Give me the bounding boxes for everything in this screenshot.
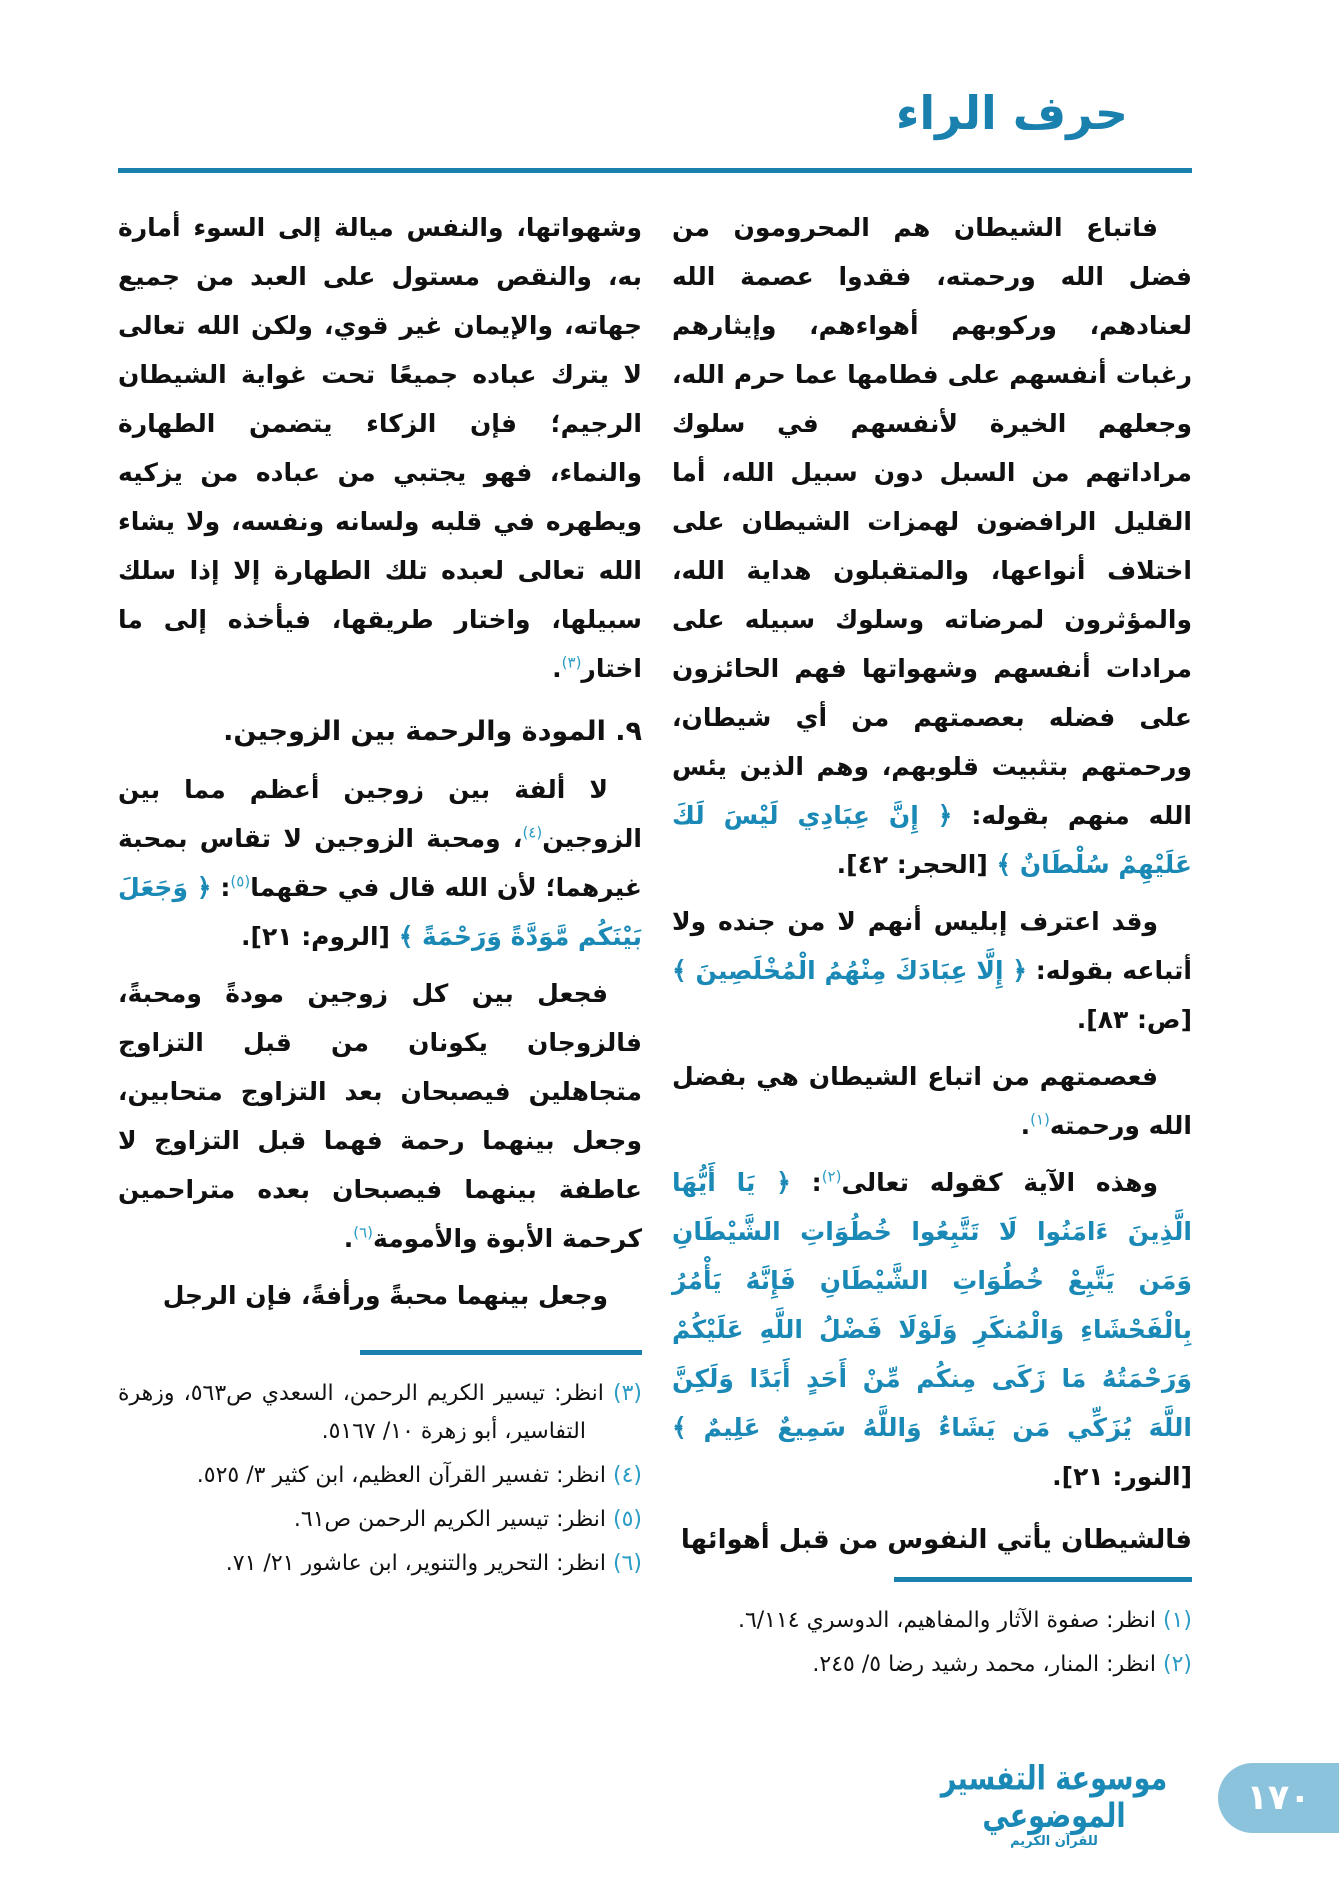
right-column: [672, 203, 1192, 1690]
footnotes-right: [672, 1602, 1192, 1684]
footnote: (٦) انظر: التحرير والتنوير، ابن عاشور ٢١/ ٧١.: [225, 1551, 642, 1576]
paragraph: وهذه الآية كقوله تعالى$^{(٢)}$: ﴿ يَا أَيُّهَا الَّذِينَ ءَامَنُوا لَا تَتَّبِعُوا خُطُوَاتِ الشَّيْطَانِ وَمَن يَتَّبِعْ خُطُوَاتِ الشَّيْطَانِ فَإِنَّهُ يَأْمُرُ بِالْفَحْشَاءِ وَالْمُنكَرِ وَلَوْلَا فَضْلُ اللَّهِ عَلَيْكُمْ وَرَحْمَتُهُ مَا زَكَى مِنكُم مِّنْ أَحَدٍ أَبَدًا وَلَكِنَّ اللَّهَ يُزَكِّي مَن يَشَاءُ وَاللَّهُ سَمِيعٌ عَلِيمٌ ﴾ [النور: ٢١].: [672, 1167, 1192, 1491]
paragraph: وقد اعترف إبليس أنهم لا من جنده ولا أتباعه بقوله: ﴿ إِلَّا عِبَادَكَ مِنْهُمُ الْمُخْلَصِينَ ﴾ [ص: ٨٣].: [672, 907, 1193, 1034]
chapter-title: حرف الراء: [895, 86, 1128, 140]
paragraph: وجعل بينهما محبةً ورأفةً، فإن الرجل: [162, 1281, 608, 1310]
publisher-logo-title: موسوعة التفسير الموضوعي: [940, 1759, 1168, 1836]
footnote-separator: [360, 1350, 642, 1355]
paragraph: لا ألفة بين زوجين أعظم مما بين الزوجين$^{(٤)}$، ومحبة الزوجين لا تقاس بمحبة غيرهما؛ لأن الله قال في حقهما$^{(٥)}$: ﴿ وَجَعَلَ بَيْنَكُم مَّوَدَّةً وَرَحْمَةً ﴾ [الروم: ٢١].: [118, 775, 642, 951]
section-heading: ٩. المودة والرحمة بين الزوجين.: [223, 716, 642, 747]
left-column: [118, 203, 642, 1589]
footnotes-left: [118, 1375, 642, 1583]
footnote: (٥) انظر: تيسير الكريم الرحمن ص٦١.: [293, 1507, 642, 1532]
footnote: (٣) انظر: تيسير الكريم الرحمن، السعدي ص٥٦٣، وزهرة التفاسير، أبو زهرة ١٠/ ٥١٦٧.: [118, 1381, 642, 1444]
footnote: (٤) انظر: تفسير القرآن العظيم، ابن كثير ٣/ ٥٢٥.: [196, 1463, 642, 1488]
publisher-logo-subtitle: للقرآن الكريم: [1010, 1834, 1098, 1850]
paragraph: فعصمتهم من اتباع الشيطان هي بفضل الله ورحمته$^{(١)}$.: [672, 1062, 1192, 1140]
footnote: (١) انظر: صفوة الآثار والمفاهيم، الدوسري ٦/١١٤.: [737, 1608, 1192, 1633]
subheading: فالشيطان يأتي النفوس من قبل أهوائها: [680, 1525, 1192, 1555]
page-number-badge: [1218, 1763, 1339, 1833]
paragraph: وشهواتها، والنفس ميالة إلى السوء أمارة به، والنقص مستول على العبد من جميع جهاته، والإيمان غير قوي، ولكن الله تعالى لا يترك عباده جميعًا تحت غواية الشيطان الرجيم؛ فإن الزكاء يتضمن الطهارة والنماء، فهو يجتبي من عباده من يزكيه ويطهره في قلبه ولسانه ونفسه، ولا يشاء الله تعالى لعبده تلك الطهارة إلا إذا سلك سبيلها، واختار طريقها، فيأخذه إلى ما اختار$^{(٣)}$.: [118, 213, 642, 683]
footnote-separator: [894, 1577, 1192, 1582]
paragraph: فجعل بين كل زوجين مودةً ومحبةً، فالزوجان يكونان من قبل التزاوج متجاهلين فيصبحان بعد التزاوج متحابين، وجعل بينهما رحمة فهما قبل التزاوج لا عاطفة بينهما فيصبحان بعده متراحمين كرحمة الأبوة والأمومة$^{(٦)}$.: [118, 979, 642, 1253]
publisher-logo: [924, 1759, 1184, 1850]
paragraph: فاتباع الشيطان هم المحرومون من فضل الله ورحمته، فقدوا عصمة الله لعنادهم، وركوبهم أهواءهم، وإيثارهم رغبات أنفسهم على فطامها عما حرم الله، وجعلهم الخيرة لأنفسهم في سلوك مراداتهم من السبل دون سبيل الله، أما القليل الرافضون لهمزات الشيطان على اختلاف أنواعها، والمتقبلون هداية الله، والمؤثرون لمرضاته وسلوك سبيله على مرادات أنفسهم وشهواتها فهم الحائزون على فضله بعصمتهم من أي شيطان، ورحمتهم بتثبيت قلوبهم، وهم الذين يئس الله منهم بقوله: ﴿ إِنَّ عِبَادِي لَيْسَ لَكَ عَلَيْهِمْ سُلْطَانٌ ﴾ [الحجر: ٤٢].: [672, 213, 1192, 879]
footnote: (٢) انظر: المنار، محمد رشيد رضا ٥/ ٢٤٥.: [812, 1652, 1192, 1677]
header-rule: [118, 168, 1192, 173]
page-number: ١٧٠: [1246, 1778, 1311, 1818]
